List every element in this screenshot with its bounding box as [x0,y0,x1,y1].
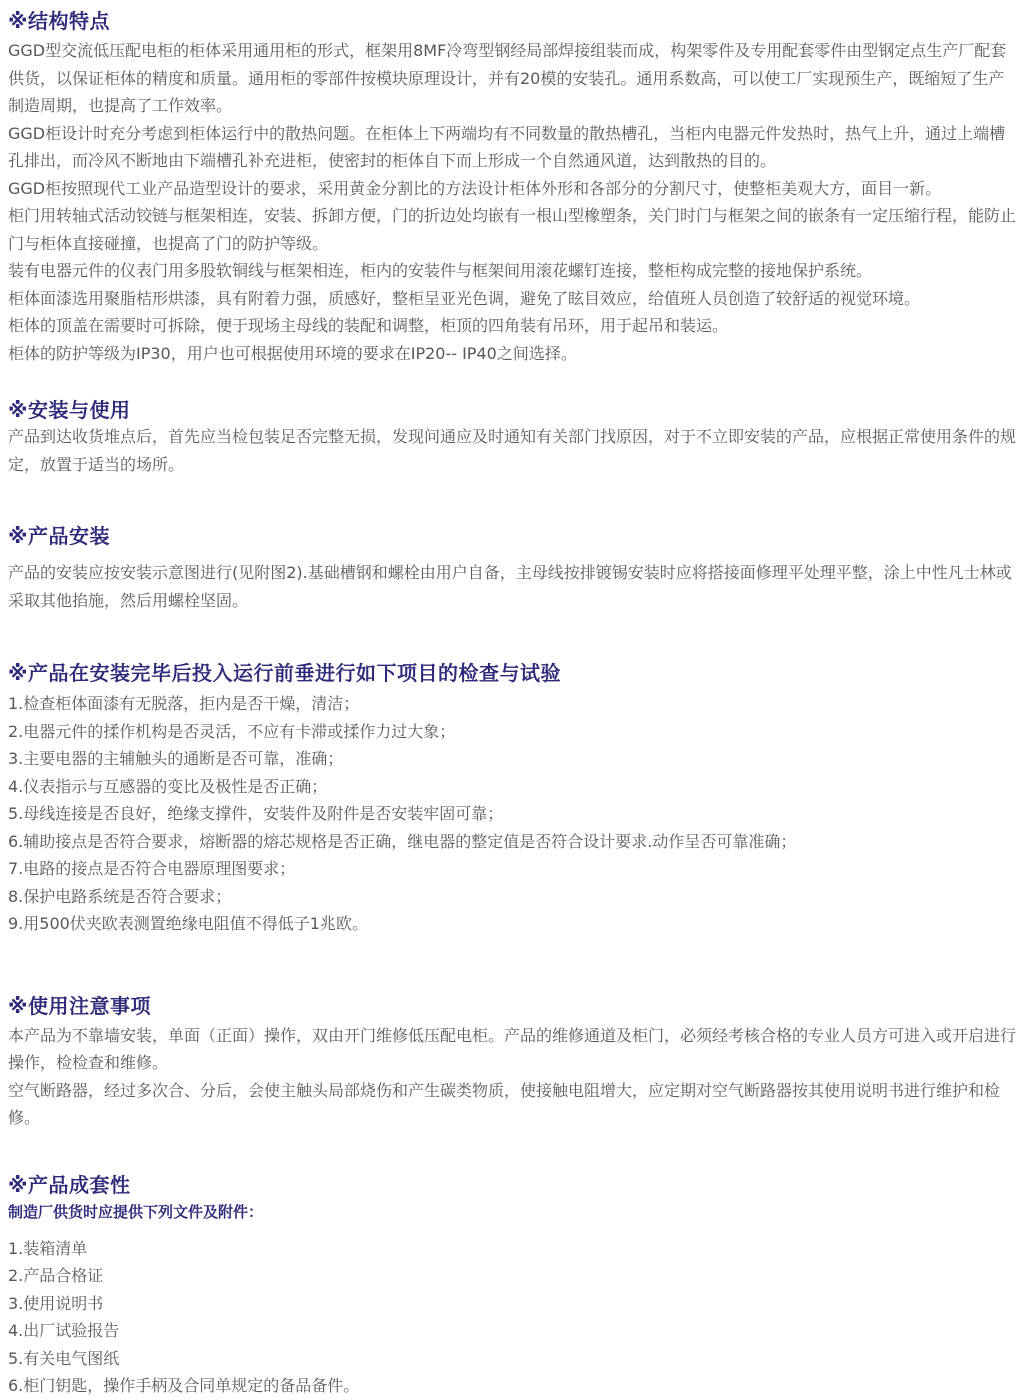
section-heading-pre-operation-checks: ※产品在安装完毕后投入运行前垂进行如下项目的检查与试验 [8,661,561,685]
section-body [8,559,1016,614]
section-installation-and-use [8,397,1016,478]
list-item: 2.电器元件的揉作机构是否灵活，不应有卡滞或揉作力过大象； [8,721,456,741]
paragraph: 空气断路器，经过多次合、分后，会使主触头局部烧伤和产生碳类物质，使接触电阻增大，应定期对空气断路器按其使用说明书进行维护和检修。 [8,1080,1001,1127]
list-item: 4.出厂试验报告 [8,1321,120,1340]
section-heading-product-installation: ※产品安装 [8,524,110,548]
section-heading-product-completeness: ※产品成套性 [8,1172,131,1197]
section-heading-installation-and-use: ※安装与使用 [8,398,131,422]
list-item: 1.装箱清单 [8,1238,88,1258]
section-body [8,37,1016,367]
section-body [8,423,1016,478]
list-item: 4.仪表指示与互感器的变比及极性是否正确； [8,776,328,796]
section-product-installation [8,523,1016,614]
section-usage-notes [8,993,1016,1132]
list-item: 7.电路的接点是否符合电器原理图要求； [8,859,296,878]
list-item: 8.保护电路系统是否符合要求； [8,886,232,906]
list-item: 1.检查柜体面漆有无脱落，拒内是否干燥，清洁； [8,694,360,713]
list-item: 5.有关电气图纸 [8,1348,120,1368]
list-item: 6.辅助接点是否符合要求，熔断器的熔芯规格是否正确，继电器的整定值是否符合设计要求.动作呈否可靠准确； [8,831,797,851]
list-item: 2.产品合格证 [8,1266,104,1285]
paragraph: GGD型交流低压配电柜的柜体采用通用柜的形式，框架用8MF冷弯型钢经局部焊接组装而成，构架零件及专用配套零件由型钢定点生产厂配套供货，以保证柜体的精度和质量。通用柜的零部件按模块原理设计，并有20模的安装孔。通用系数高，可以使工厂实现预生产，既缩短了生产制造周期，也提高了工作效率。 [8,41,1007,115]
paragraph: GGD柜按照现代工业产品造型设计的要求，采用黄金分割比的方法设计柜体外形和各部分的分割尺寸，使整柜美观大方，面目一新。 [8,178,942,198]
list-item: 6.柜门钥匙，操作手柄及合同单规定的备品备件。 [8,1376,360,1395]
supplied-documents-list [8,1235,1016,1400]
paragraph: 柜体的防护等级为IP30，用户也可根据使用环境的要求在IP20-- IP40之间选择。 [8,343,577,363]
section-structure-features [8,8,1016,367]
section-product-completeness [8,1172,1016,1400]
paragraph: 柜体的顶盖在需要时可拆除，便于现场主母线的装配和调整，柜顶的四角装有吊环，用于起吊和装运。 [8,316,729,335]
paragraph: 本产品为不靠墙安装，单面（正面）操作，双由开门维修低压配电柜。产品的维修通道及柜门，必须经考核合格的专业人员方可进入或开启进行操作，检检查和维修。 [8,1025,1017,1072]
paragraph: 产品的安装应按安装示意图进行(见附图2).基础槽钢和螺栓由用户自备，主母线按排镀锡安装时应将搭接面修理平处理平整，涂上中性凡士林或采取其他掐施，然后用螺栓坚固。 [8,563,1012,610]
section-heading-usage-notes: ※使用注意事项 [8,993,151,1018]
supplied-documents-subheading: 制造厂供货时应提供下列文件及附件： [8,1202,264,1221]
check-list [8,690,1016,938]
section-heading-structure-features: ※结构特点 [8,9,110,33]
paragraph: 柜门用转轴式活动铰链与框架相连，安装、拆卸方便，门的折边处均嵌有一根山型橡塑条，关门时门与框架之间的嵌条有一定压缩行程，能防止门与柜体直接碰撞，也提高了门的防护等级。 [8,206,1017,253]
paragraph: 装有电器元件的仪表门用多股软铜线与框架相连，柜内的安装件与框架间用滚花螺钉连接，整柜构成完整的接地保护系统。 [8,261,873,280]
list-item: 3.主要电器的主辅触头的通断是否可靠，准确； [8,749,344,768]
list-item: 5.母线连接是否良好，绝缘支撑件，安装件及附件是否安装牢固可靠； [8,804,504,823]
section-pre-operation-checks [8,660,1016,938]
list-item: 9.用500伏夹欧表测置绝缘电阻值不得低子1兆欧。 [8,914,368,933]
section-body [8,1022,1016,1132]
paragraph: 产品到达收货堆点后，首先应当检包装足否完整无损，发现问通应及时通知有关部门找原因，对于不立即安装的产品，应根据正常使用条件的规定，放置于适当的场所。 [8,427,1017,474]
paragraph: 柜体面漆选用聚脂桔形烘漆，具有附着力强，质感好，整柜呈亚光色调，避免了眩目效应，给值班人员创造了较舒适的视觉环境。 [8,288,921,308]
paragraph: GGD柜设计时充分考虑到柜体运行中的散热问题。在柜体上下两端均有不同数量的散热槽孔，当柜内电器元件发热时，热气上升，通过上端槽孔排出，而冷风不断地由下端槽孔补充进柜，使密封的柜体自下而上形成一个自然通风道，达到散热的目的。 [8,123,1006,170]
list-item: 3.使用说明书 [8,1293,104,1313]
